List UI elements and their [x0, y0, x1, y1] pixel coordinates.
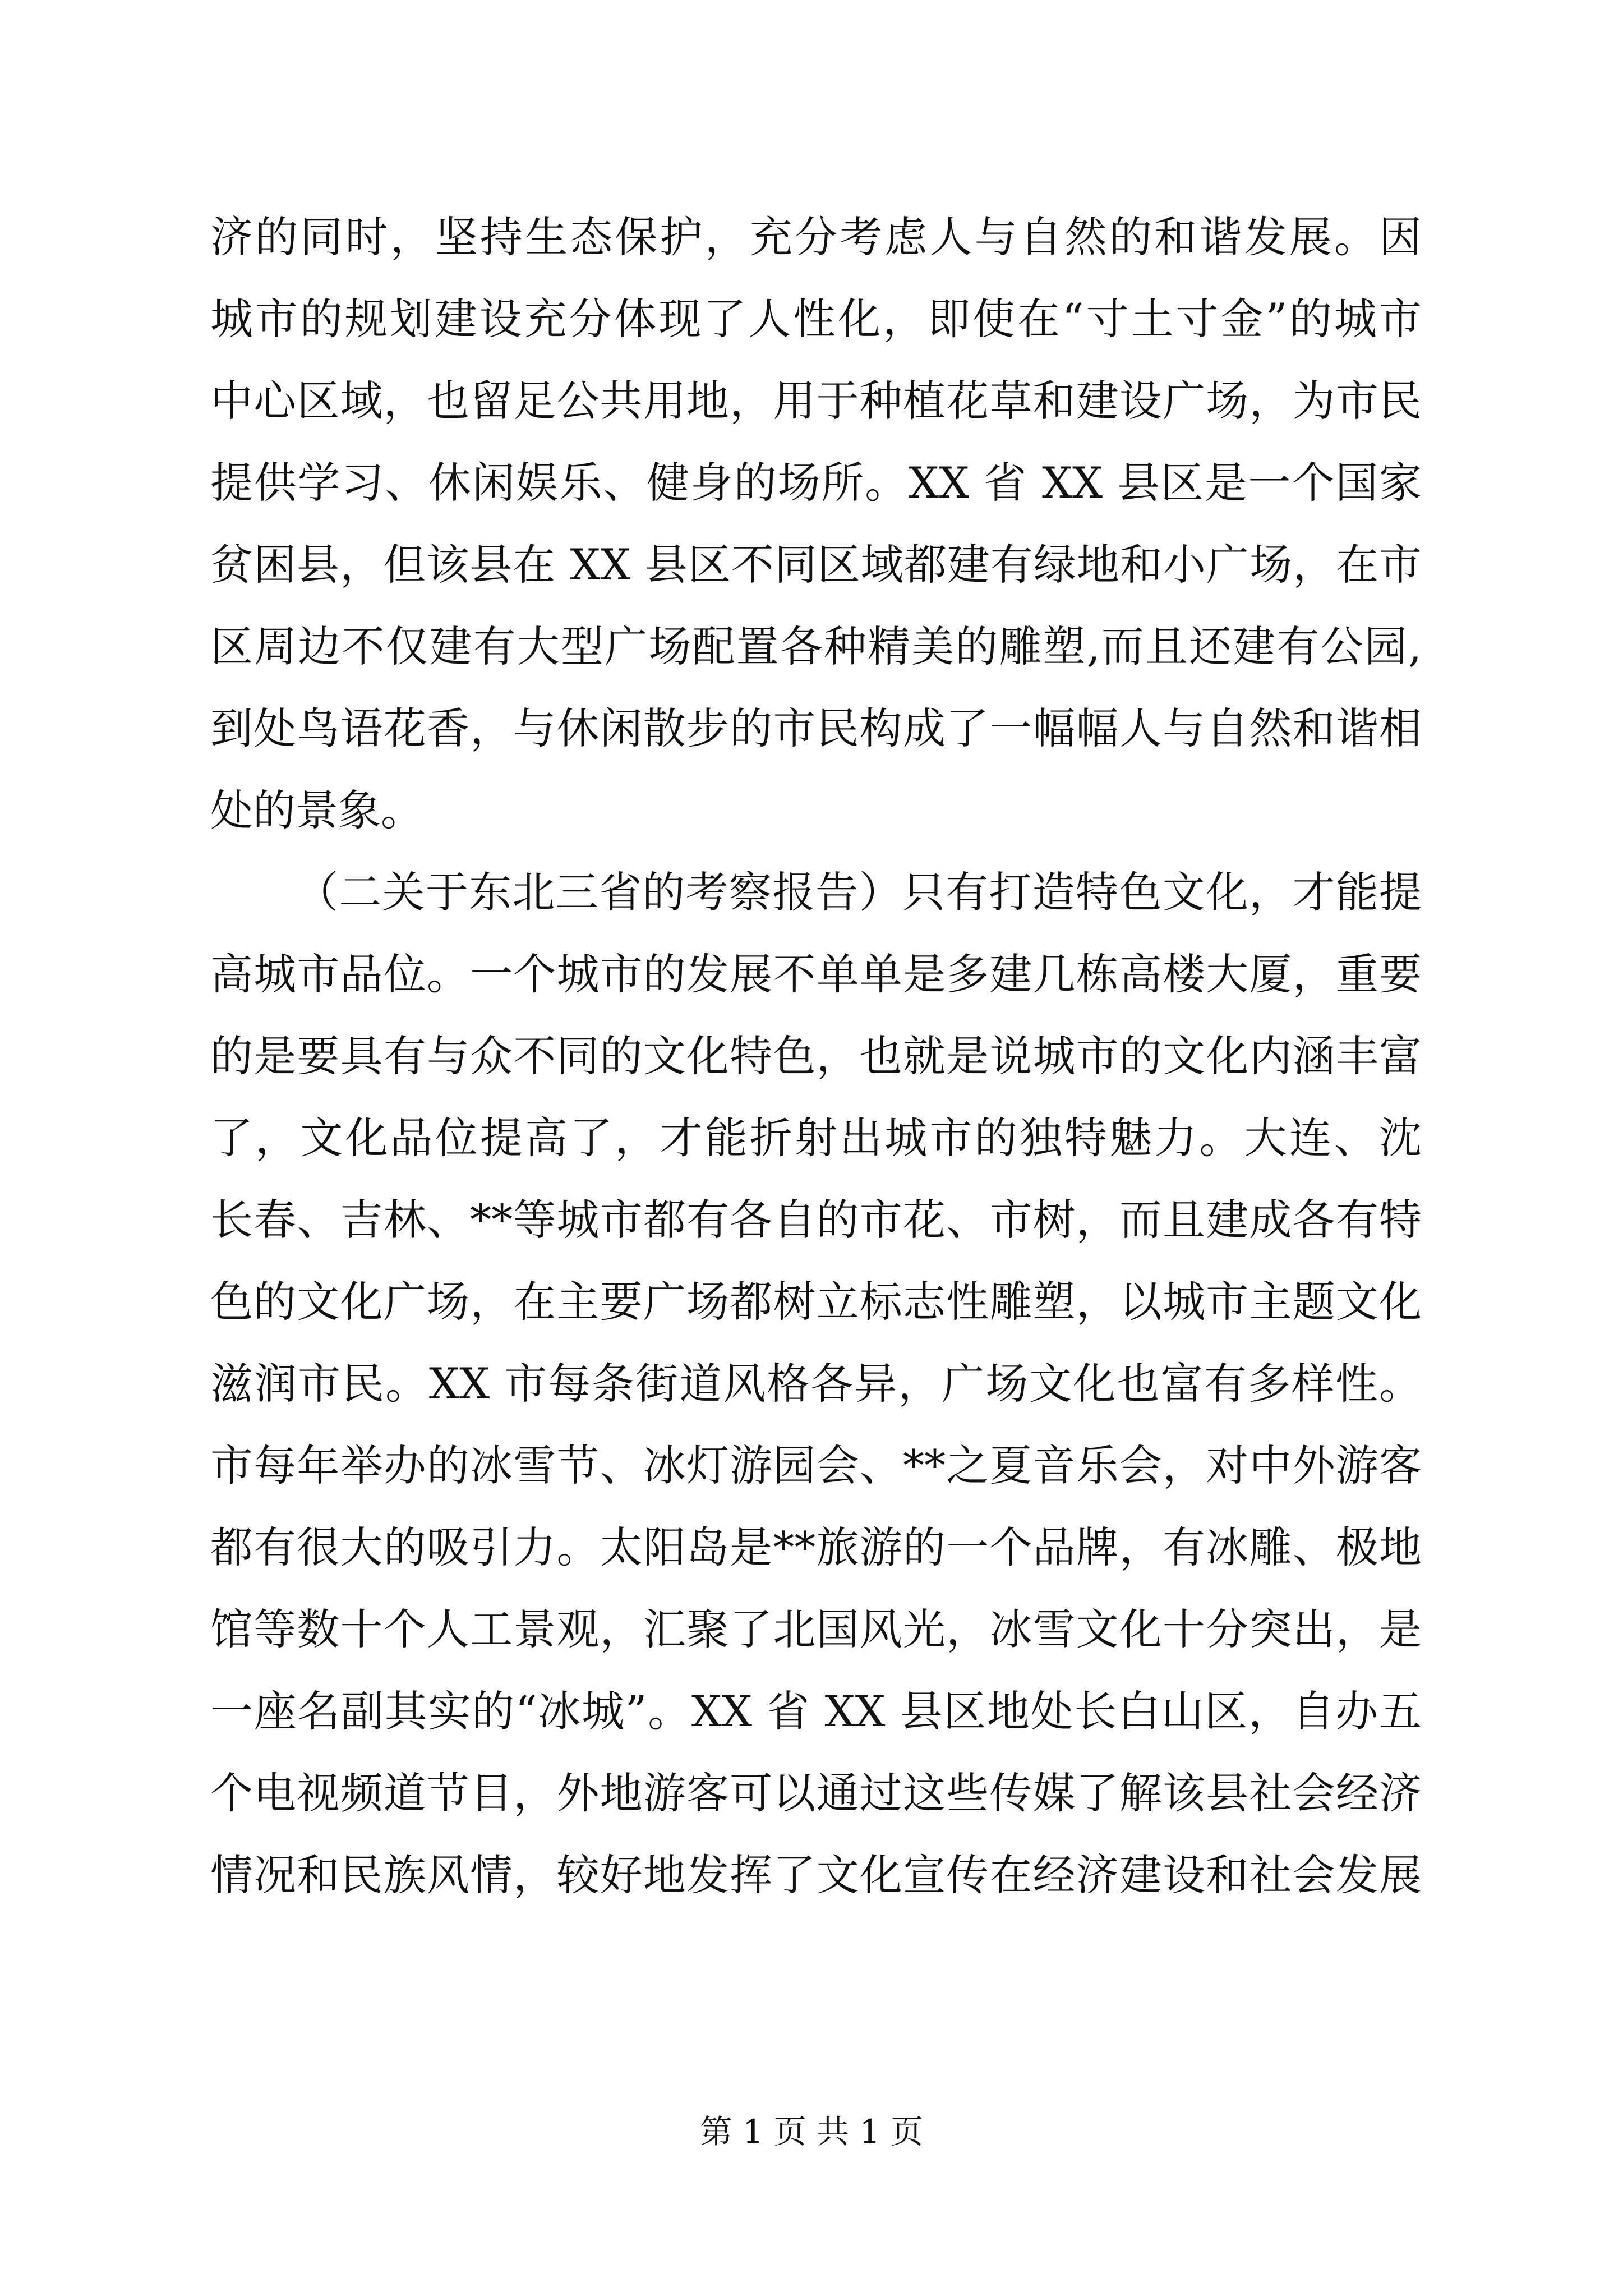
text-line: 处的景象。 — [210, 785, 423, 835]
text-line: 中心区域，也留足公共用地，用于种植花草和建设广场，为市民 — [210, 376, 1422, 426]
text-line: 滋润市民。XX 市每条街道风格各异，广场文化也富有多样性。 — [210, 1359, 1422, 1409]
text-line: 贫困县，但该县在 XX 县区不同区域都建有绿地和小广场，在市 — [210, 540, 1422, 590]
paragraph-start-line: （二关于东北三省的考察报告）只有打造特色文化，才能提 — [296, 867, 1422, 917]
text-line: 馆等数十个人工景观，汇聚了北国风光，冰雪文化十分突出，是 — [210, 1604, 1422, 1654]
text-line: 了，文化品位提高了，才能折射出城市的独特魅力。大连、沈 — [210, 1113, 1422, 1163]
text-line: 到处鸟语花香，与休闲散步的市民构成了一幅幅人与自然和谐相 — [210, 703, 1422, 753]
text-line: 区周边不仅建有大型广场配置各种精美的雕塑,而且还建有公园, — [210, 622, 1422, 671]
text-line: 济的同时，坚持生态保护，充分考虑人与自然的和谐发展。因 — [210, 212, 1422, 262]
text-line: 提供学习、休闲娱乐、健身的场所。XX 省 XX 县区是一个国家 — [210, 458, 1422, 508]
text-line: 情况和民族风情，较好地发挥了文化宣传在经济建设和社会发展 — [210, 1850, 1422, 1900]
document-body — [210, 196, 1422, 1916]
text-line: 一座名副其实的“冰城”。XX 省 XX 县区地处长白山区，自办五 — [210, 1686, 1422, 1736]
text-line: 的是要具有与众不同的文化特色，也就是说城市的文化内涵丰富 — [210, 1031, 1422, 1081]
text-line: 都有很大的吸引力。太阳岛是**旅游的一个品牌，有冰雕、极地 — [210, 1522, 1422, 1572]
text-line: 色的文化广场，在主要广场都树立标志性雕塑，以城市主题文化 — [210, 1277, 1422, 1327]
text-line: 城市的规划建设充分体现了人性化，即使在“寸土寸金”的城市 — [210, 294, 1422, 344]
text-line: 市每年举办的冰雪节、冰灯游园会、**之夏音乐会，对中外游客 — [210, 1441, 1422, 1490]
page-number-footer: 第 1 页 共 1 页 — [700, 2113, 923, 2151]
text-line: 高城市品位。一个城市的发展不单单是多建几栋高楼大厦，重要 — [210, 949, 1422, 999]
text-line: 长春、吉林、**等城市都有各自的市花、市树，而且建成各有特 — [210, 1195, 1422, 1245]
text-line: 个电视频道节目，外地游客可以通过这些传媒了解该县社会经济 — [210, 1768, 1422, 1818]
